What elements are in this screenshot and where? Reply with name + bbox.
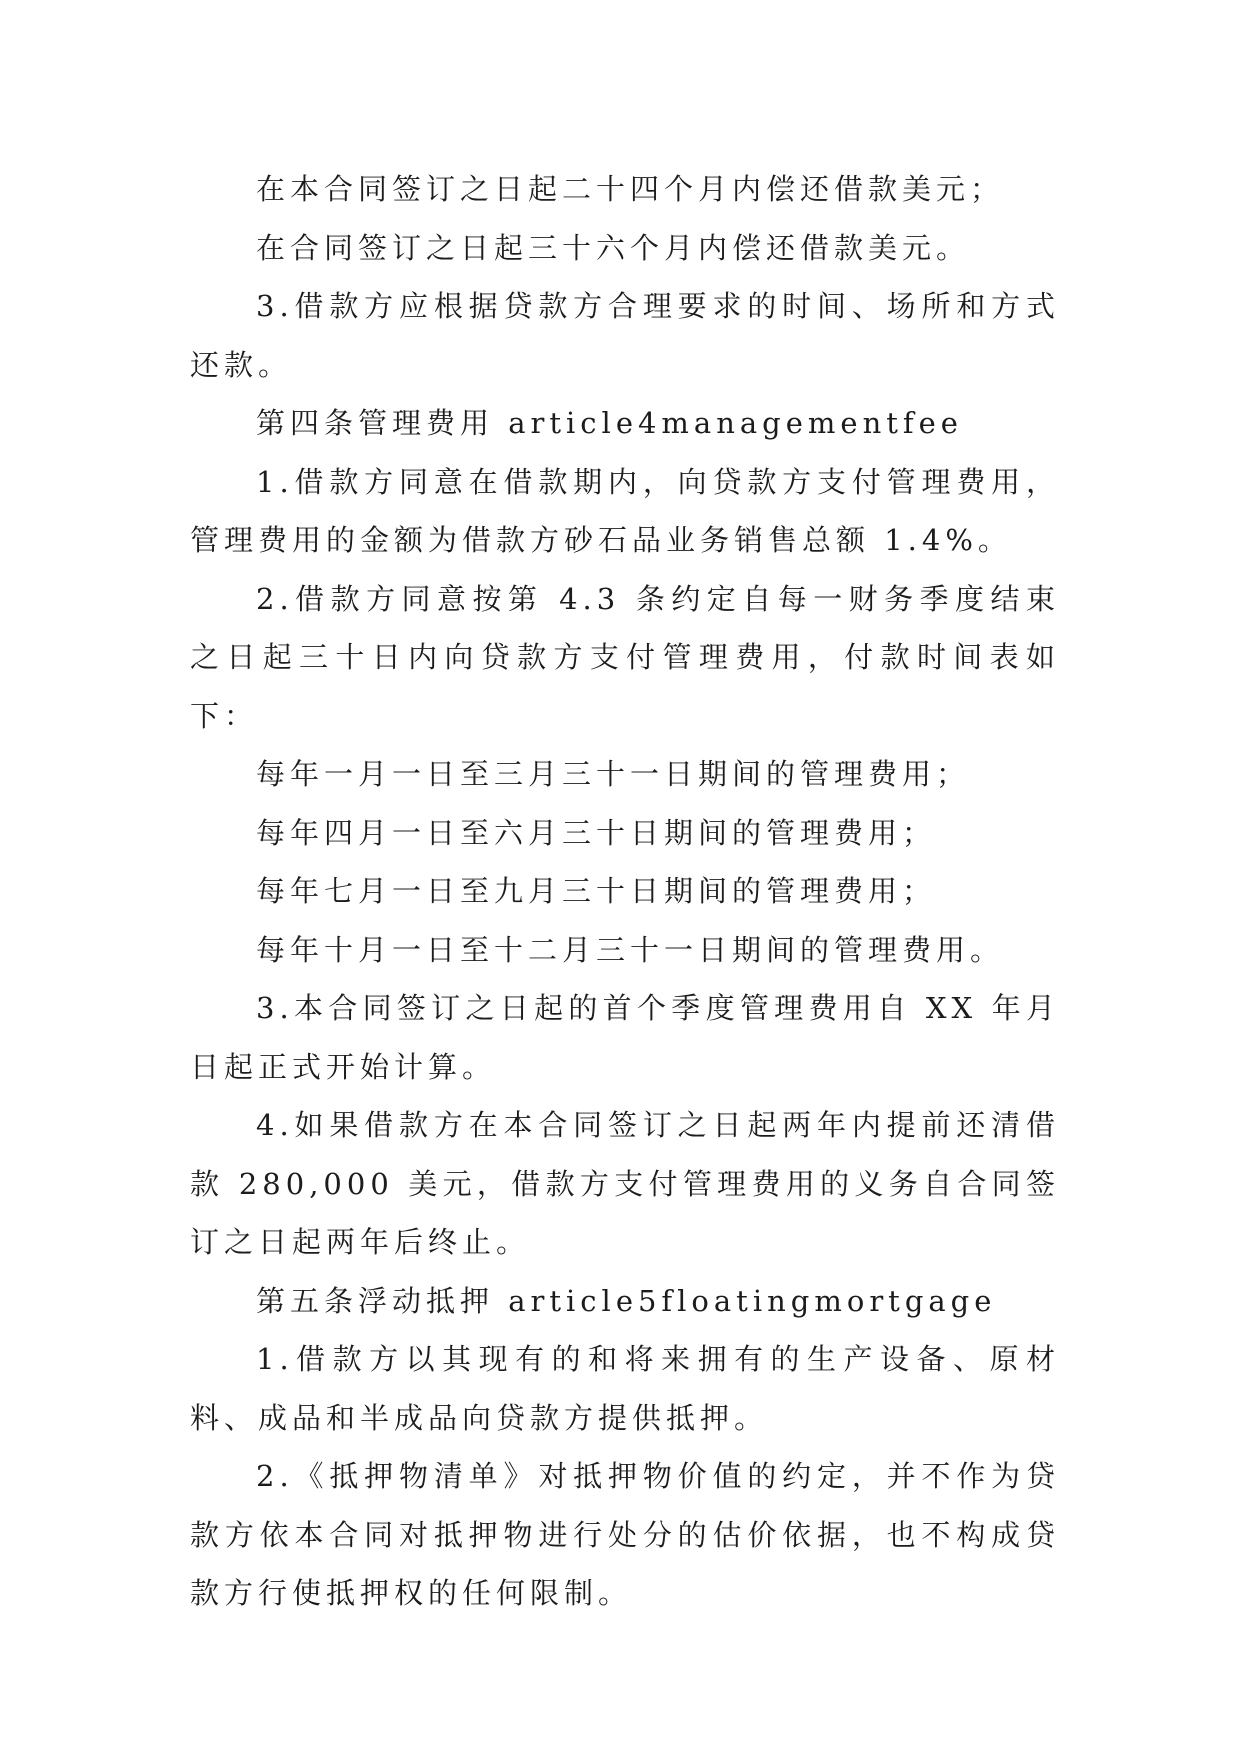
schedule-q4: 每年十月一日至十二月三十一日期间的管理费用。 bbox=[256, 932, 1005, 967]
paragraph-repayment-terms: 3.借款方应根据贷款方合理要求的时间、场所和方式还款。 bbox=[190, 289, 1060, 382]
paragraph-article-4-item-3: 3.本合同签订之日起的首个季度管理费用自 XX 年月日起正式开始计算。 bbox=[190, 991, 1060, 1084]
heading-article-4: 第四条管理费用 article4managementfee bbox=[256, 406, 963, 440]
schedule-q3: 每年七月一日至九月三十日期间的管理费用； bbox=[256, 874, 937, 908]
document-body bbox=[190, 160, 1060, 1623]
paragraph-article-4-item-1: 1.借款方同意在借款期内，向贷款方支付管理费用，管理费用的金额为借款方砂石品业务销售总额 1.4%。 bbox=[190, 464, 1060, 557]
paragraph-article-5-item-1: 1.借款方以其现有的和将来拥有的生产设备、原材料、成品和半成品向贷款方提供抵押。 bbox=[190, 1342, 1060, 1435]
schedule-q2: 每年四月一日至六月三十日期间的管理费用； bbox=[256, 815, 937, 850]
paragraph-article-5-item-2: 2.《抵押物清单》对抵押物价值的约定，并不作为贷款方依本合同对抵押物进行处分的估价依据，也不构成贷款方行使抵押权的任何限制。 bbox=[190, 1459, 1060, 1610]
heading-article-5: 第五条浮动抵押 article5floatingmortgage bbox=[256, 1283, 997, 1318]
paragraph-article-4-item-4: 4.如果借款方在本合同签订之日起两年内提前还清借款 280,000 美元，借款方支付管理费用的义务自合同签订之日起两年后终止。 bbox=[190, 1108, 1060, 1259]
paragraph-article-4-item-2: 2.借款方同意按第 4.3 条约定自每一财务季度结束之日起三十日内向贷款方支付管理费用，付款时间表如下： bbox=[190, 581, 1060, 733]
schedule-q1: 每年一月一日至三月三十一日期间的管理费用； bbox=[256, 757, 971, 791]
paragraph-repayment-36-months: 在合同签订之日起三十六个月内偿还借款美元。 bbox=[256, 230, 971, 265]
paragraph-repayment-24-months: 在本合同签订之日起二十四个月内偿还借款美元； bbox=[256, 172, 1005, 206]
